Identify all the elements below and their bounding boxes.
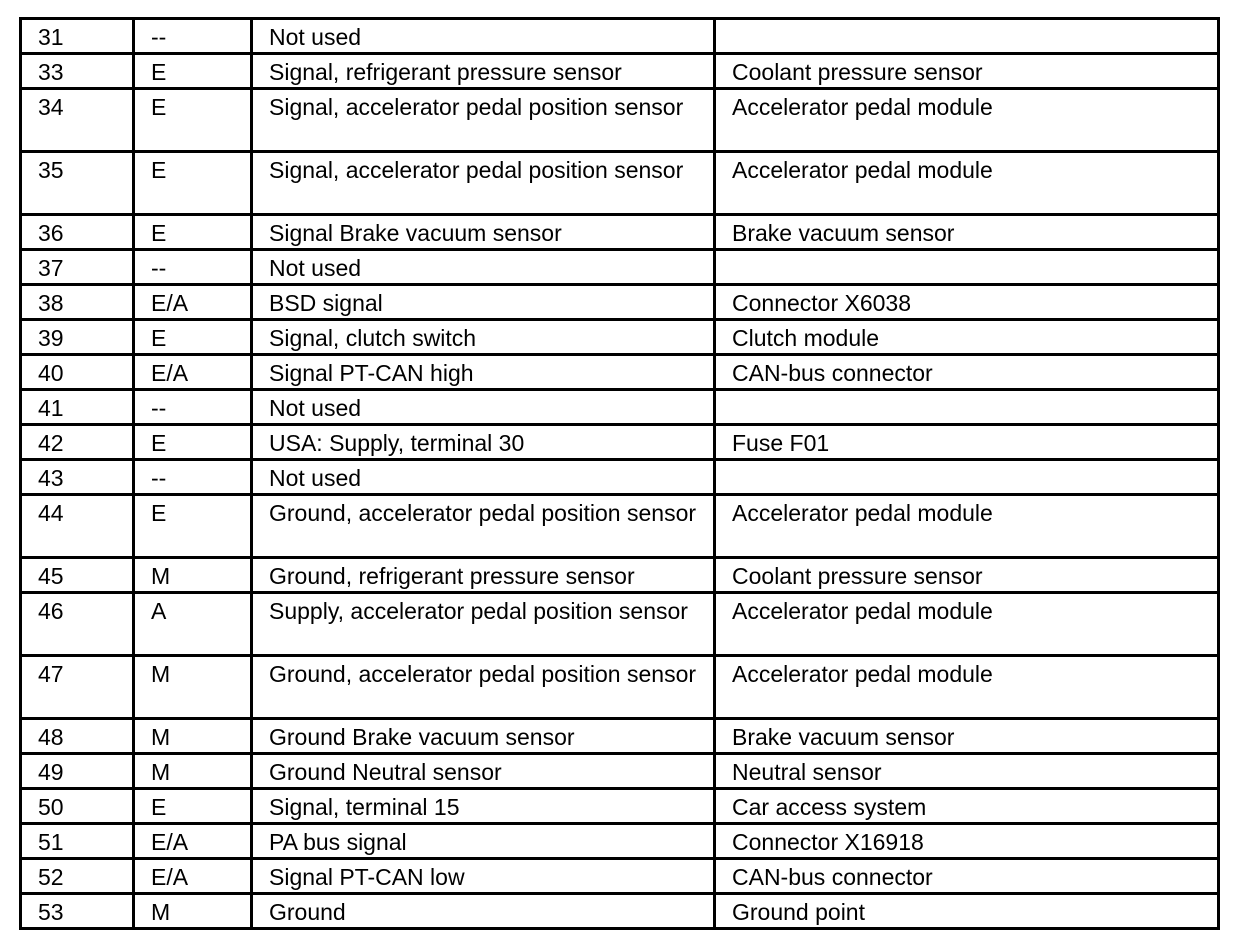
component-cell: CAN-bus connector — [715, 859, 1219, 894]
component-cell: Car access system — [715, 789, 1219, 824]
component-cell: Coolant pressure sensor — [715, 54, 1219, 89]
description-cell: Supply, accelerator pedal position sensor — [252, 593, 715, 656]
signal-type-cell: M — [134, 754, 252, 789]
pin-number-cell: 48 — [21, 719, 134, 754]
table-row — [21, 19, 1219, 54]
pin-number-cell: 37 — [21, 250, 134, 285]
table-row — [21, 355, 1219, 390]
table-row — [21, 89, 1219, 152]
description-cell: Signal, accelerator pedal position sensor — [252, 89, 715, 152]
signal-type-cell: E — [134, 54, 252, 89]
description-cell: Ground, refrigerant pressure sensor — [252, 558, 715, 593]
component-cell: Connector X16918 — [715, 824, 1219, 859]
pin-number-cell: 50 — [21, 789, 134, 824]
component-cell: Accelerator pedal module — [715, 89, 1219, 152]
description-cell: Signal PT-CAN high — [252, 355, 715, 390]
signal-type-cell: E/A — [134, 355, 252, 390]
pin-number-cell: 43 — [21, 460, 134, 495]
component-cell: Accelerator pedal module — [715, 593, 1219, 656]
pin-number-cell: 53 — [21, 894, 134, 929]
signal-type-cell: M — [134, 894, 252, 929]
signal-type-cell: -- — [134, 390, 252, 425]
signal-type-cell: -- — [134, 19, 252, 54]
table-row — [21, 215, 1219, 250]
table-row — [21, 656, 1219, 719]
table-row — [21, 593, 1219, 656]
pin-number-cell: 33 — [21, 54, 134, 89]
description-cell: Ground Brake vacuum sensor — [252, 719, 715, 754]
pin-number-cell: 36 — [21, 215, 134, 250]
signal-type-cell: E — [134, 320, 252, 355]
pin-number-cell: 44 — [21, 495, 134, 558]
component-cell: Brake vacuum sensor — [715, 719, 1219, 754]
pin-number-cell: 47 — [21, 656, 134, 719]
component-cell: Connector X6038 — [715, 285, 1219, 320]
component-cell — [715, 390, 1219, 425]
table-row — [21, 495, 1219, 558]
table-row — [21, 285, 1219, 320]
description-cell: Ground Neutral sensor — [252, 754, 715, 789]
component-cell: Coolant pressure sensor — [715, 558, 1219, 593]
signal-type-cell: A — [134, 593, 252, 656]
signal-type-cell: E/A — [134, 824, 252, 859]
description-cell: PA bus signal — [252, 824, 715, 859]
signal-type-cell: M — [134, 558, 252, 593]
description-cell: BSD signal — [252, 285, 715, 320]
pin-number-cell: 45 — [21, 558, 134, 593]
table-row — [21, 859, 1219, 894]
component-cell: Accelerator pedal module — [715, 152, 1219, 215]
pin-number-cell: 31 — [21, 19, 134, 54]
component-cell — [715, 460, 1219, 495]
table-row — [21, 894, 1219, 929]
table-row — [21, 754, 1219, 789]
pin-assignment-body — [21, 19, 1219, 929]
table-row — [21, 460, 1219, 495]
pin-number-cell: 35 — [21, 152, 134, 215]
table-row — [21, 824, 1219, 859]
component-cell: Fuse F01 — [715, 425, 1219, 460]
description-cell: Signal, clutch switch — [252, 320, 715, 355]
table-row — [21, 558, 1219, 593]
table-row — [21, 425, 1219, 460]
component-cell: Brake vacuum sensor — [715, 215, 1219, 250]
table-row — [21, 54, 1219, 89]
component-cell: Clutch module — [715, 320, 1219, 355]
table-row — [21, 390, 1219, 425]
pin-number-cell: 51 — [21, 824, 134, 859]
table-row — [21, 789, 1219, 824]
pin-number-cell: 40 — [21, 355, 134, 390]
pin-number-cell: 49 — [21, 754, 134, 789]
pin-number-cell: 42 — [21, 425, 134, 460]
signal-type-cell: E — [134, 425, 252, 460]
signal-type-cell: E — [134, 89, 252, 152]
component-cell: Neutral sensor — [715, 754, 1219, 789]
signal-type-cell: -- — [134, 250, 252, 285]
description-cell: USA: Supply, terminal 30 — [252, 425, 715, 460]
description-cell: Signal, accelerator pedal position sensor — [252, 152, 715, 215]
description-cell: Not used — [252, 460, 715, 495]
description-cell: Signal PT-CAN low — [252, 859, 715, 894]
component-cell: CAN-bus connector — [715, 355, 1219, 390]
component-cell: Accelerator pedal module — [715, 656, 1219, 719]
pin-number-cell: 34 — [21, 89, 134, 152]
description-cell: Signal, terminal 15 — [252, 789, 715, 824]
pin-number-cell: 52 — [21, 859, 134, 894]
signal-type-cell: E — [134, 152, 252, 215]
description-cell: Not used — [252, 250, 715, 285]
signal-type-cell: E/A — [134, 285, 252, 320]
signal-type-cell: M — [134, 719, 252, 754]
description-cell: Ground, accelerator pedal position sensor — [252, 495, 715, 558]
signal-type-cell: E — [134, 215, 252, 250]
table-row — [21, 719, 1219, 754]
component-cell — [715, 250, 1219, 285]
pin-number-cell: 46 — [21, 593, 134, 656]
component-cell: Accelerator pedal module — [715, 495, 1219, 558]
signal-type-cell: E — [134, 789, 252, 824]
pin-number-cell: 41 — [21, 390, 134, 425]
description-cell: Ground, accelerator pedal position sensor — [252, 656, 715, 719]
signal-type-cell: E/A — [134, 859, 252, 894]
pin-number-cell: 39 — [21, 320, 134, 355]
signal-type-cell: M — [134, 656, 252, 719]
description-cell: Not used — [252, 390, 715, 425]
pin-number-cell: 38 — [21, 285, 134, 320]
table-row — [21, 320, 1219, 355]
table-row — [21, 152, 1219, 215]
component-cell: Ground point — [715, 894, 1219, 929]
description-cell: Signal, refrigerant pressure sensor — [252, 54, 715, 89]
signal-type-cell: E — [134, 495, 252, 558]
table-row — [21, 250, 1219, 285]
pin-assignment-table — [19, 17, 1220, 930]
description-cell: Signal Brake vacuum sensor — [252, 215, 715, 250]
description-cell: Not used — [252, 19, 715, 54]
signal-type-cell: -- — [134, 460, 252, 495]
component-cell — [715, 19, 1219, 54]
description-cell: Ground — [252, 894, 715, 929]
